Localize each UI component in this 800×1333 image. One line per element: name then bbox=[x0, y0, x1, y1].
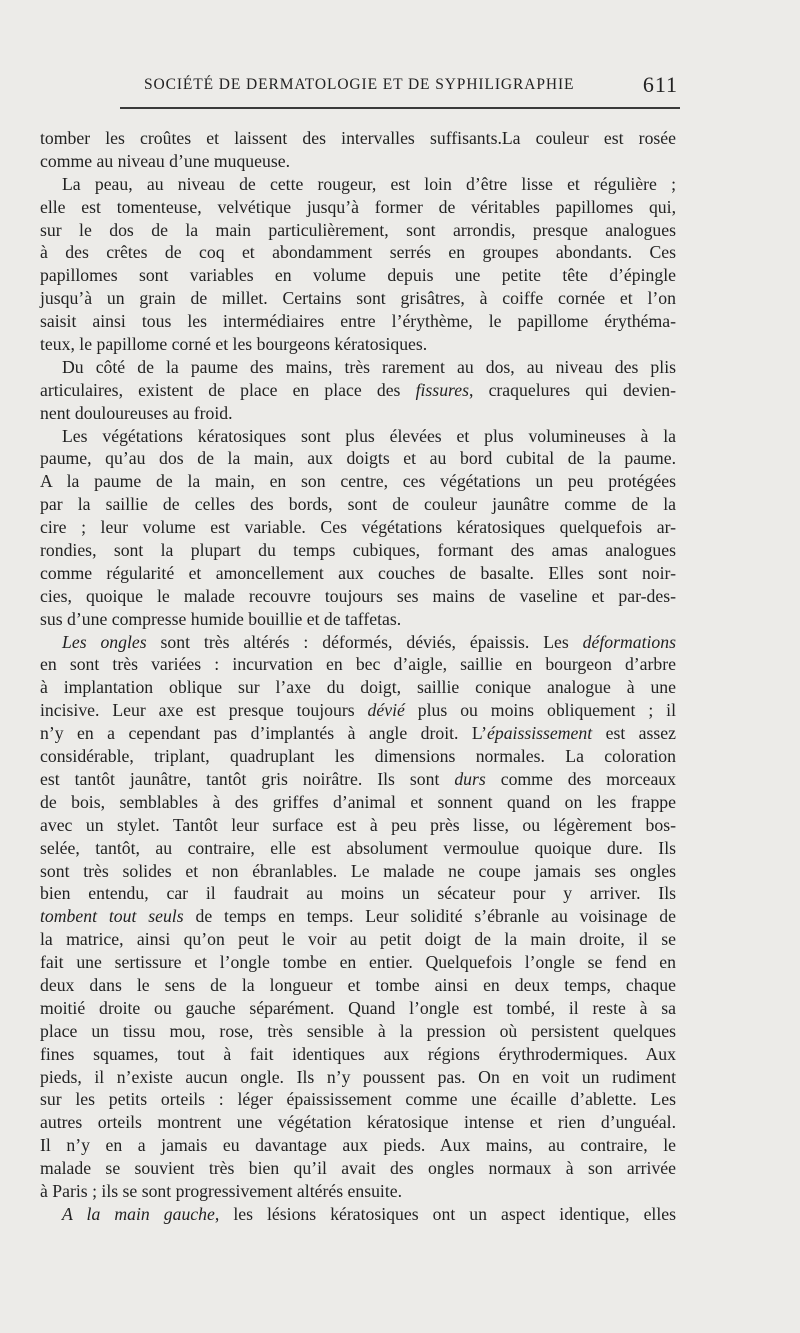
text-line bbox=[40, 402, 676, 425]
text-line bbox=[40, 1088, 676, 1111]
italic-text: fissures bbox=[415, 379, 469, 400]
text-line bbox=[40, 676, 676, 699]
text-line bbox=[40, 997, 676, 1020]
text-run: considérable, triplant, quadruplant les dimensions normales. La coloration bbox=[40, 746, 676, 767]
text-line bbox=[40, 814, 676, 837]
text-line bbox=[40, 768, 676, 791]
text-run: fait une sertissure et l’ongle tombe en entier. Quelquefois l’ongle se fend en bbox=[40, 952, 676, 973]
text-line bbox=[40, 837, 676, 860]
text-run: elle est tomenteuse, velvétique jusqu’à former de véritables papillomes qui, bbox=[40, 196, 676, 217]
text-line bbox=[40, 905, 676, 928]
text-run: n’y en a cependant pas d’implantés à angle droit. L’ bbox=[40, 723, 487, 744]
body-text bbox=[40, 127, 676, 1226]
text-run: sont très altérés : déformés, déviés, épaissis. Les bbox=[146, 631, 583, 652]
text-run: par la saillie de celles des bords, sont de couleur jaunâtre comme de la bbox=[40, 494, 676, 515]
text-line bbox=[40, 974, 676, 997]
text-line bbox=[40, 379, 676, 402]
text-run: incisive. Leur axe est presque toujours bbox=[40, 700, 368, 721]
italic-text: A la main gauche bbox=[62, 1203, 215, 1224]
text-run: jusqu’à un grain de millet. Certains sont grisâtres, à coiffe cornée et l’on bbox=[40, 288, 676, 309]
text-line bbox=[40, 333, 676, 356]
text-line bbox=[40, 539, 676, 562]
page-number: 611 bbox=[642, 72, 678, 97]
text-line bbox=[40, 722, 676, 745]
text-run: en sont très variées : incurvation en bec d’aigle, saillie en bourgeon d’arbre bbox=[40, 654, 676, 675]
text-run: à Paris ; ils se sont progressivement altérés ensuite. bbox=[40, 1180, 403, 1201]
text-run: est assez bbox=[592, 723, 677, 744]
text-run: Les végétations kératosiques sont plus élevées et plus volumineuses à la bbox=[62, 425, 676, 446]
text-line bbox=[40, 745, 676, 768]
text-run: , les lésions kératosiques ont un aspect identique, elles bbox=[214, 1203, 676, 1224]
text-run: sont très solides et non ébranlables. Le malade ne coupe jamais ses ongles bbox=[40, 860, 676, 881]
text-line bbox=[40, 1043, 676, 1066]
italic-text: tombent tout seuls bbox=[40, 906, 184, 927]
text-line bbox=[40, 653, 676, 676]
text-run: deux dans le sens de la longueur et tombe ainsi en deux temps, chaque bbox=[40, 974, 676, 995]
text-line bbox=[40, 241, 676, 264]
text-run: bien entendu, car il faudrait au moins un sécateur pour y arriver. Ils bbox=[40, 883, 676, 904]
text-run: Du côté de la paume des mains, très rarement au dos, au niveau des plis bbox=[62, 356, 676, 377]
text-line bbox=[40, 699, 676, 722]
text-run: sus d’une compresse humide bouillie et de taffetas. bbox=[40, 608, 402, 629]
text-run: tomber les croûtes et laissent des intervalles suffisants.La couleur est rosée bbox=[40, 128, 676, 148]
text-run: sur le dos de la main particulièrement, sont arrondis, presque analogues bbox=[40, 219, 676, 240]
text-run: nent douloureuses au froid. bbox=[40, 402, 233, 423]
text-run: Il n’y en a jamais eu davantage aux pieds. Aux mains, au contraire, le bbox=[40, 1135, 676, 1156]
italic-text: épaississement bbox=[487, 723, 593, 744]
text-line bbox=[40, 310, 676, 333]
text-run: sur les petits orteils : léger épaississement comme une écaille d’ablette. Les bbox=[40, 1089, 676, 1110]
text-line bbox=[40, 608, 676, 631]
text-run: La peau, au niveau de cette rougeur, est loin d’être lisse et régulière ; bbox=[62, 173, 676, 194]
text-line bbox=[40, 173, 676, 196]
text-line bbox=[40, 493, 676, 516]
text-run: autres orteils montrent une végétation kératosique intense et rien d’unguéal. bbox=[40, 1112, 676, 1133]
text-run: malade se souvient très bien qu’il avait des ongles normaux à son arrivée bbox=[40, 1158, 676, 1179]
text-line bbox=[40, 562, 676, 585]
text-line bbox=[40, 1111, 676, 1134]
italic-text: durs bbox=[454, 768, 486, 789]
text-run: comme régularité et amoncellement aux couches de basalte. Elles sont noir- bbox=[40, 562, 676, 583]
running-title: SOCIÉTÉ DE DERMATOLOGIE ET DE SYPHILIGRAPHIE bbox=[144, 76, 575, 93]
text-run: pieds, il n’existe aucun ongle. Ils n’y poussent pas. On en voit un rudiment bbox=[40, 1066, 676, 1087]
text-run: selée, tantôt, au contraire, elle est absolument vermoulue quoique dure. Ils bbox=[40, 837, 676, 858]
text-line bbox=[40, 447, 676, 470]
text-line bbox=[40, 1066, 676, 1089]
text-line bbox=[40, 1180, 676, 1203]
text-run: est tantôt jaunâtre, tantôt gris noirâtre. Ils sont bbox=[40, 768, 455, 789]
text-run: saisit ainsi tous les intermédiaires entre l’érythème, le papillome érythéma- bbox=[40, 311, 676, 332]
text-run: de temps en temps. Leur solidité s’ébranle au voisinage de bbox=[183, 906, 676, 927]
text-line bbox=[40, 928, 676, 951]
text-run: à implantation oblique sur l’axe du doigt, saillie conique analogue à une bbox=[40, 677, 676, 698]
text-line bbox=[40, 860, 676, 883]
text-line bbox=[40, 425, 676, 448]
italic-text: déformations bbox=[582, 631, 677, 652]
running-head bbox=[120, 72, 680, 98]
text-run: paume, qu’au dos de la main, aux doigts et au bord cubital de la paume. bbox=[40, 448, 676, 469]
text-line bbox=[40, 1203, 676, 1226]
text-run: comme au niveau d’une muqueuse. bbox=[40, 150, 291, 171]
text-run: moitié droite ou gauche séparément. Quand l’ongle est tombé, il reste à sa bbox=[40, 997, 676, 1018]
text-line bbox=[40, 951, 676, 974]
text-line bbox=[40, 882, 676, 905]
text-run: papillomes sont variables en volume depuis une petite tête d’épingle bbox=[40, 265, 676, 286]
italic-text: dévié bbox=[367, 700, 405, 721]
text-run: plus ou moins obliquement ; il bbox=[404, 700, 676, 721]
text-run: comme des morceaux bbox=[485, 768, 676, 789]
text-line bbox=[40, 356, 676, 379]
text-line bbox=[40, 196, 676, 219]
text-line bbox=[40, 1157, 676, 1180]
text-run: cies, quoique le malade recouvre toujours ses mains de vaseline et par-des- bbox=[40, 585, 676, 606]
text-line bbox=[40, 631, 676, 654]
italic-text: Les ongles bbox=[62, 631, 147, 652]
text-line bbox=[40, 287, 676, 310]
text-run: avec un stylet. Tantôt leur surface est à peu près lisse, ou légèrement bos- bbox=[40, 814, 676, 835]
text-line bbox=[40, 264, 676, 287]
text-line bbox=[40, 791, 676, 814]
text-run: articulaires, existent de place en place des bbox=[40, 379, 416, 400]
text-run: teux, le papillome corné et les bourgeons kératosiques. bbox=[40, 334, 428, 355]
text-run: A la paume de la main, en son centre, ces végétations un peu protégées bbox=[40, 471, 676, 492]
text-line bbox=[40, 127, 676, 150]
text-line bbox=[40, 150, 676, 173]
text-run: , craquelures qui devien- bbox=[469, 379, 676, 400]
text-run: la matrice, ainsi qu’on peut le voir au petit doigt de la main droite, il se bbox=[40, 929, 676, 950]
text-line bbox=[40, 219, 676, 242]
text-line bbox=[40, 585, 676, 608]
text-line bbox=[40, 516, 676, 539]
text-line bbox=[40, 1020, 676, 1043]
text-run: rondies, sont la plupart du temps cubiques, formant des amas analogues bbox=[40, 540, 676, 561]
text-run: à des crêtes de coq et abondamment serrés en groupes abondants. Ces bbox=[40, 242, 676, 263]
text-run: de bois, semblables à des griffes d’animal et sonnent quand on les frappe bbox=[40, 791, 676, 812]
text-run: place un tissu mou, rose, très sensible à la pression où persistent quelques bbox=[40, 1020, 676, 1041]
text-run: cire ; leur volume est variable. Ces végétations kératosiques quelquefois ar- bbox=[40, 517, 676, 538]
text-line bbox=[40, 470, 676, 493]
header-rule bbox=[120, 107, 680, 109]
text-line bbox=[40, 1134, 676, 1157]
text-run: fines squames, tout à fait identiques aux régions érythrodermiques. Aux bbox=[40, 1043, 676, 1064]
